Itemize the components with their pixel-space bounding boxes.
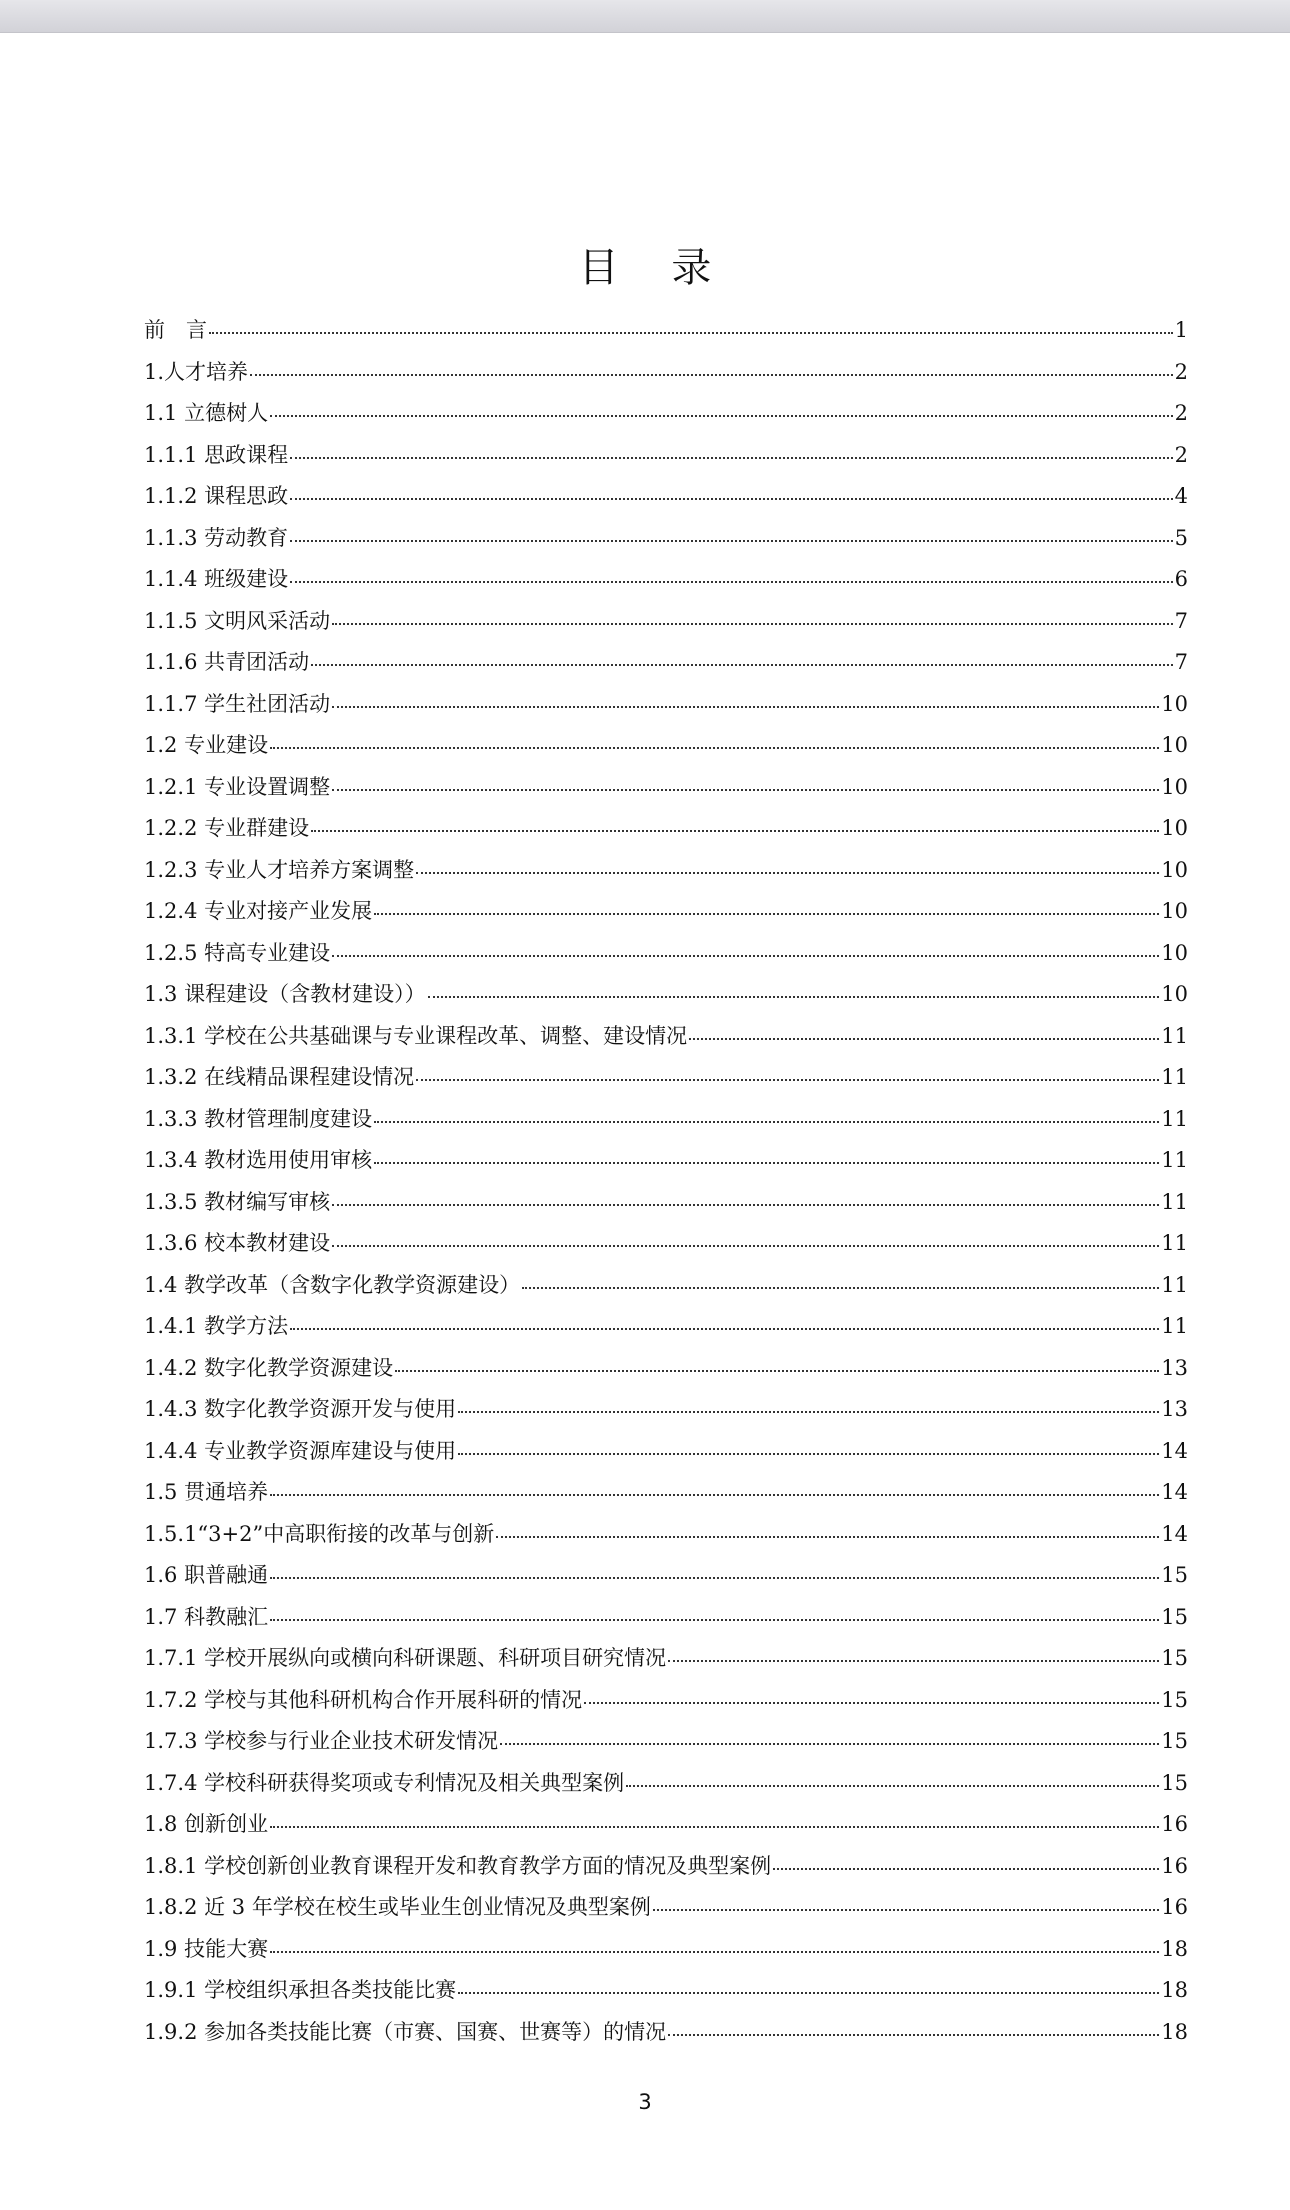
toc-dot-leader: [522, 1268, 1159, 1289]
toc-entry-title: 1.1.2 课程思政: [144, 484, 289, 508]
toc-entry-page: 16: [1161, 1853, 1188, 1878]
toc-entry-page: 18: [1161, 2019, 1188, 2044]
toc-entry-title: 1.9.1 学校组织承担各类技能比赛: [144, 1978, 457, 2002]
toc-entry-title: 1.9.2 参加各类技能比赛（市赛、国赛、世赛等）的情况: [144, 2019, 667, 2044]
toc-entry-page: 10: [1161, 940, 1188, 965]
page-title: 目 录: [578, 245, 732, 291]
toc-entry[interactable]: [144, 435, 1188, 477]
toc-entry-page: 7: [1174, 650, 1188, 674]
toc-entry-title: 1.1.7 学生社团活动: [144, 691, 331, 716]
toc-dot-leader: [458, 1434, 1159, 1455]
toc-dot-leader: [332, 604, 1173, 625]
toc-entry[interactable]: [144, 933, 1188, 975]
toc-entry-page: 11: [1161, 1148, 1188, 1172]
toc-dot-leader: [332, 1226, 1159, 1247]
toc-entry[interactable]: [144, 767, 1188, 809]
toc-dot-leader: [395, 1351, 1159, 1372]
toc-entry[interactable]: [144, 974, 1188, 1016]
toc-dot-leader: [458, 1392, 1159, 1413]
toc-entry-title: 1.5.1“3+2”中高职衔接的改革与创新: [144, 1521, 495, 1546]
toc-entry-title: 1.4.2 数字化教学资源建设: [144, 1355, 394, 1380]
toc-entry-page: 15: [1161, 1729, 1188, 1753]
toc-dot-leader: [773, 1849, 1159, 1870]
toc-entry[interactable]: [144, 1016, 1188, 1058]
toc-entry-page: 15: [1161, 1646, 1188, 1670]
toc-entry[interactable]: [144, 1389, 1188, 1431]
toc-entry-title: 1.2.3 专业人才培养方案调整: [144, 857, 415, 882]
toc-entry-page: 10: [1161, 691, 1188, 716]
toc-dot-leader: [428, 977, 1160, 998]
toc-entry-page: 15: [1161, 1604, 1188, 1629]
toc-entry[interactable]: [144, 1182, 1188, 1224]
toc-entry-page: 16: [1161, 1812, 1188, 1836]
toc-entry-page: 2: [1174, 359, 1188, 384]
toc-dot-leader: [332, 770, 1159, 791]
toc-entry-page: 13: [1161, 1355, 1188, 1380]
toc-entry[interactable]: [144, 518, 1188, 560]
toc-entry-title: 1.7 科教融汇: [144, 1604, 269, 1629]
toc-entry-page: 2: [1174, 401, 1188, 425]
toc-dot-leader: [311, 645, 1173, 666]
toc-entry-title: 1.2.1 专业设置调整: [144, 774, 331, 799]
toc-entry-page: 15: [1161, 1563, 1188, 1587]
toc-entry-title: 1.2.4 专业对接产业发展: [144, 899, 373, 923]
toc-entry-page: 6: [1174, 567, 1188, 591]
toc-entry-title: 1.1.6 共青团活动: [144, 650, 310, 674]
toc-entry-page: 10: [1161, 982, 1188, 1006]
toc-entry-title: 1.5 贯通培养: [144, 1480, 269, 1504]
toc-entry-page: 11: [1161, 1023, 1188, 1048]
toc-dot-leader: [496, 1517, 1159, 1538]
toc-entry-title: 1.7.4 学校科研获得奖项或专利情况及相关典型案例: [144, 1770, 625, 1795]
toc-entry[interactable]: [144, 1804, 1188, 1846]
toc-entry-title: 1.6 职普融通: [144, 1563, 269, 1587]
toc-entry-page: 10: [1161, 857, 1188, 882]
toc-entry-page: 14: [1161, 1438, 1188, 1463]
toc-dot-leader: [270, 1807, 1159, 1828]
toc-dot-leader: [209, 313, 1173, 334]
toc-dot-leader: [584, 1683, 1159, 1704]
toc-dot-leader: [332, 687, 1159, 708]
toc-entry-title: 1.7.3 学校参与行业企业技术研发情况: [144, 1729, 499, 1753]
toc-dot-leader: [332, 936, 1159, 957]
toc-entry-title: 1.4.4 专业教学资源库建设与使用: [144, 1438, 457, 1463]
toc-entry[interactable]: [144, 684, 1188, 726]
toc-entry-title: 1.1 立德树人: [144, 401, 269, 425]
toc-dot-leader: [290, 1309, 1159, 1330]
toc-entry-page: 7: [1174, 608, 1188, 633]
toc-entry-title: 1.9 技能大赛: [144, 1936, 269, 1961]
toc-entry-page: 11: [1161, 1314, 1188, 1338]
toc-dot-leader: [270, 1475, 1159, 1496]
toc-entry-title: 1.人才培养: [144, 359, 249, 384]
toc-dot-leader: [689, 1019, 1159, 1040]
toc-dot-leader: [374, 894, 1159, 915]
toc-entry[interactable]: [144, 642, 1188, 684]
toc-dot-leader: [374, 1143, 1159, 1164]
toc-dot-leader: [290, 521, 1173, 542]
toc-entry-title: 1.4.1 教学方法: [144, 1314, 289, 1338]
toc-entry-page: 10: [1161, 733, 1188, 757]
toc-entry[interactable]: [144, 1929, 1188, 1971]
toc-entry-page: 14: [1161, 1480, 1188, 1504]
page-number: 3: [638, 2090, 652, 2114]
toc-entry-title: 1.1.3 劳动教育: [144, 525, 289, 550]
toc-dot-leader: [653, 1890, 1159, 1911]
toc-entry[interactable]: [144, 1223, 1188, 1265]
toc-entry[interactable]: [144, 559, 1188, 601]
toc-dot-leader: [332, 1185, 1159, 1206]
toc-entry[interactable]: [144, 1306, 1188, 1348]
toc-entry[interactable]: [144, 352, 1188, 394]
toc-dot-leader: [668, 1641, 1159, 1662]
toc-entry[interactable]: [144, 725, 1188, 767]
toc-entry[interactable]: [144, 1265, 1188, 1307]
toc-entry[interactable]: [144, 1721, 1188, 1763]
toc-entry-title: 1.2.5 特高专业建设: [144, 940, 331, 965]
toc-entry-title: 1.1.5 文明风采活动: [144, 608, 331, 633]
toc-entry-title: 1.1.1 思政课程: [144, 442, 289, 467]
toc-dot-leader: [270, 1600, 1159, 1621]
toc-entry[interactable]: [144, 310, 1188, 352]
toc-entry-page: 11: [1161, 1106, 1188, 1131]
toc-entry-title: 1.3.6 校本教材建设: [144, 1231, 331, 1255]
toc-entry[interactable]: [144, 891, 1188, 933]
toc-entry-title: 1.4.3 数字化教学资源开发与使用: [144, 1397, 457, 1421]
toc-entry-title: 1.2 专业建设: [144, 733, 269, 757]
toc-entry-page: 16: [1161, 1895, 1188, 1919]
toc-entry[interactable]: [144, 1348, 1188, 1390]
toc-dot-leader: [270, 728, 1159, 749]
toc-entry[interactable]: [144, 1970, 1188, 2012]
toc-entry-title: 1.2.2 专业群建设: [144, 816, 310, 840]
toc-entry[interactable]: [144, 1597, 1188, 1639]
toc-entry[interactable]: [144, 1099, 1188, 1141]
toc-entry-page: 2: [1174, 442, 1188, 467]
toc-entry-page: 15: [1161, 1687, 1188, 1712]
toc-entry[interactable]: [144, 1680, 1188, 1722]
toc-entry-title: 1.7.2 学校与其他科研机构合作开展科研的情况: [144, 1687, 583, 1712]
toc-entry[interactable]: [144, 1514, 1188, 1556]
toc-entry-page: 1: [1174, 318, 1188, 342]
toc-dot-leader: [416, 1060, 1159, 1081]
toc-entry[interactable]: [144, 1057, 1188, 1099]
toc-dot-leader: [270, 1558, 1159, 1579]
toc-dot-leader: [290, 562, 1173, 583]
toc-entry-page: 15: [1161, 1770, 1188, 1795]
toc-entry-title: 1.8 创新创业: [144, 1812, 269, 1836]
toc-entry[interactable]: [144, 1638, 1188, 1680]
toc-entry-page: 11: [1161, 1272, 1188, 1297]
toc-entry[interactable]: [144, 2012, 1188, 2054]
toc-entry[interactable]: [144, 808, 1188, 850]
toc-dot-leader: [374, 1102, 1159, 1123]
toc-entry[interactable]: [144, 1140, 1188, 1182]
toc-entry[interactable]: [144, 1763, 1188, 1805]
toc-entry-title: 1.3.4 教材选用使用审核: [144, 1148, 373, 1172]
toc-entry[interactable]: [144, 1846, 1188, 1888]
toc-entry-title: 1.7.1 学校开展纵向或横向科研课题、科研项目研究情况: [144, 1646, 667, 1670]
toc-entry[interactable]: [144, 1472, 1188, 1514]
toc-dot-leader: [290, 479, 1173, 500]
toc-entry-page: 11: [1161, 1231, 1188, 1255]
viewer-top-bar: [0, 0, 1290, 33]
toc-entry[interactable]: [144, 1431, 1188, 1473]
table-of-contents: [144, 310, 1188, 2053]
toc-entry[interactable]: [144, 1887, 1188, 1929]
toc-dot-leader: [250, 355, 1173, 376]
toc-entry[interactable]: [144, 393, 1188, 435]
toc-entry-title: 1.3 课程建设（含教材建设））: [144, 982, 426, 1006]
toc-dot-leader: [500, 1724, 1159, 1745]
toc-entry-title: 1.3.1 学校在公共基础课与专业课程改革、调整、建设情况: [144, 1023, 688, 1048]
toc-entry-title: 1.1.4 班级建设: [144, 567, 289, 591]
toc-dot-leader: [311, 811, 1159, 832]
toc-entry-page: 18: [1161, 1978, 1188, 2002]
toc-dot-leader: [626, 1766, 1159, 1787]
toc-entry[interactable]: [144, 850, 1188, 892]
toc-dot-leader: [668, 2015, 1159, 2036]
toc-dot-leader: [270, 1932, 1159, 1953]
toc-entry-title: 前 言: [144, 318, 207, 342]
toc-entry-page: 18: [1161, 1936, 1188, 1961]
toc-entry-page: 10: [1161, 899, 1188, 923]
toc-dot-leader: [416, 853, 1159, 874]
toc-entry-page: 11: [1161, 1189, 1188, 1214]
toc-entry-title: 1.3.5 教材编写审核: [144, 1189, 331, 1214]
toc-entry-page: 10: [1161, 816, 1188, 840]
toc-dot-leader: [290, 438, 1173, 459]
toc-entry-title: 1.4 教学改革（含数字化教学资源建设）: [144, 1272, 521, 1297]
toc-entry-title: 1.3.2 在线精品课程建设情况: [144, 1065, 415, 1089]
toc-entry-page: 14: [1161, 1521, 1188, 1546]
toc-dot-leader: [270, 396, 1173, 417]
toc-entry-title: 1.8.2 近 3 年学校在校生或毕业生创业情况及典型案例: [144, 1895, 651, 1919]
toc-entry-title: 1.3.3 教材管理制度建设: [144, 1106, 373, 1131]
toc-entry-title: 1.8.1 学校创新创业教育课程开发和教育教学方面的情况及典型案例: [144, 1853, 772, 1878]
toc-entry-page: 10: [1161, 774, 1188, 799]
toc-entry-page: 13: [1161, 1397, 1188, 1421]
toc-dot-leader: [458, 1973, 1159, 1994]
toc-entry[interactable]: [144, 476, 1188, 518]
toc-entry-page: 5: [1174, 525, 1188, 550]
toc-entry-page: 11: [1161, 1065, 1188, 1089]
toc-entry[interactable]: [144, 601, 1188, 643]
toc-entry[interactable]: [144, 1555, 1188, 1597]
toc-entry-page: 4: [1174, 484, 1188, 508]
